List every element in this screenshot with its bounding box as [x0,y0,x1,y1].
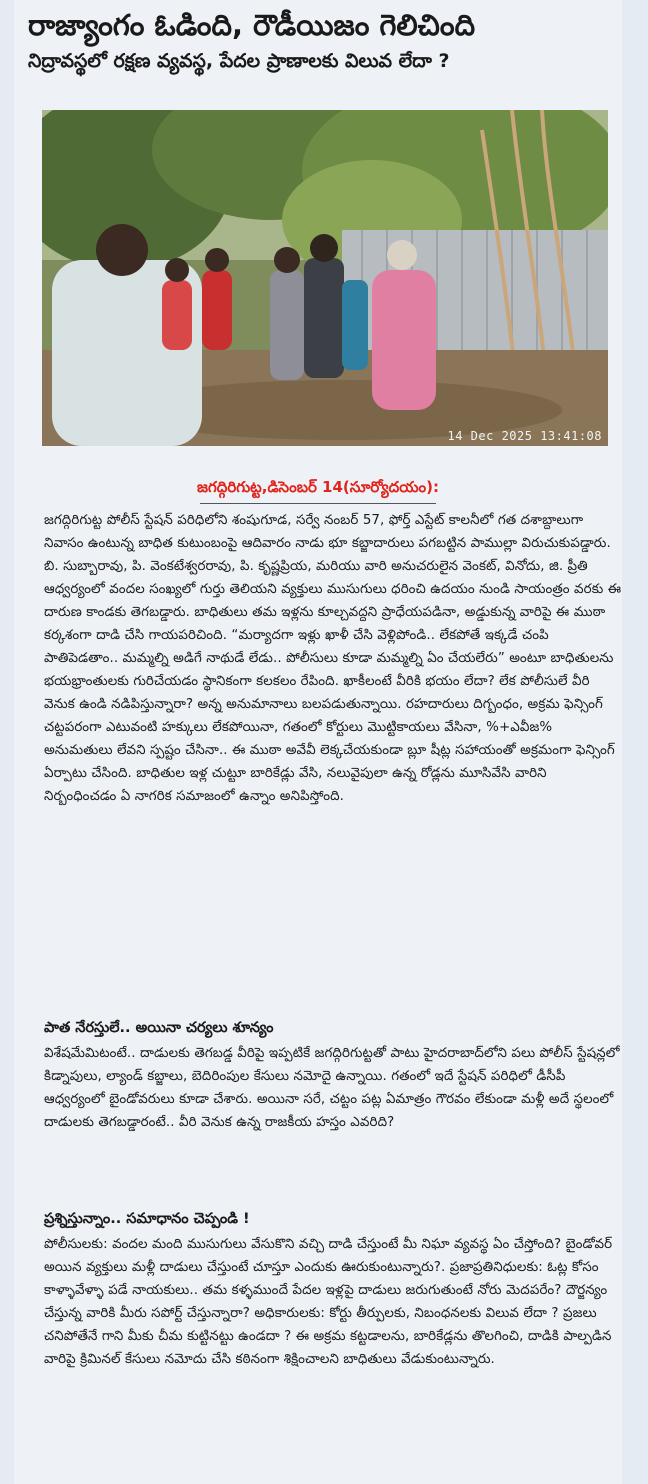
headline: రాజ్యాంగం ఓడింది, రౌడీయిజం గెలిచింది [28,8,476,42]
dateline: జగద్గిరిగుట్ట,డిసెంబర్ 14(సూర్యోదయం): [197,478,439,496]
subheadline: నిద్రావస్థలో రక్షణ వ్యవస్థ, పేదల ప్రాణాలకు విలువ లేదా ? [28,50,450,72]
photo-illustration [42,110,608,446]
photo-timestamp: 14 Dec 2025 13:41:08 [447,429,602,443]
dateline-underline [200,503,436,504]
paragraph-1: జగద్గిరిగుట్ట పోలీస్ స్టేషన్ పరిధిలోని శంషుగూడ, సర్వే నంబర్ 57, ఫోర్త్ ఎస్టేట్ కాలనీలో గత దశాబ్దాలుగా నివాసం ఉంటున్న బాధిత కుటుంబంపై ఆదివారం నాడు భూ కబ్జాదారులు పగబట్టిన పాముల్లా విరుచుకుపడ్డారు. బి. సుబ్బారావు, పి. వెంకటేశ్వరరావు, పి. కృష్ణప్రియ, మరియు వారి అనుచరులైన వెంకట్, వినోదు, జి. ప్రీతి ఆధ్వర్యంలో వందల సంఖ్యలో గుర్తు తెలియని వ్యక్తులు ముసుగులు ధరించి ఉదయం నుండి సాయంత్రం వరకు ఈ దారుణ కాండకు తెగబడ్డారు. బాధితులు తమ ఇళ్లను కూల్చవద్దని ప్రాధేయపడినా, అడ్డుకున్న వారిపై ఈ ముఠా కర్కశంగా దాడి చేసి గాయపరిచింది. “మర్యాదగా ఇళ్లు ఖాళీ చేసి వెళ్లిపోండి.. లేకపోతే ఇక్కడే చంపి పాతిపెడతాం.. మమ్మల్ని అడిగే నాథుడే లేడు.. పోలీసులు కూడా మమ్మల్ని ఏం చేయలేరు” అంటూ బాధితులను భయభ్రాంతులకు గురిచేయడం స్థానికంగా కలకలం రేపింది. ఖాకీలంటే వీరికి భయం లేదా? లేక పోలీసులే వీరి వెనుక ఉండి నడిపిస్తున్నారా? అన్న అనుమానాలు బలపడుతున్నాయి. రహదారులు దిగ్బంధం, అక్రమ ఫెన్సింగ్ చట్టపరంగా ఎటువంటి హక్కులు లేకపోయినా, గతంలో కోర్టులు మొట్టికాయలు వేసినా, %+ఎవీజ% అనుమతులు లేవని స్పష్టం చేసినా.. ఈ ముఠా అవేవీ లెక్కచేయకుండా బ్లూ షీట్ల సహాయంతో అక్రమంగా ఫెన్సింగ్ ఏర్పాటు చేసింది. బాధితుల ఇళ్ల చుట్టూ బారికేడ్లు వేసి, నలువైపులా ఉన్న రోడ్లను మూసివేసి వారిని నిర్బంధించడం ఏ నాగరిక సమాజంలో ఉన్నాం అనిపిస్తోంది. [44,513,622,804]
article-column [14,0,622,1484]
paragraph-2: విశేషమేమిటంటే.. దాడులకు తెగబడ్డ వీరిపై ఇప్పటికే జగద్గిరిగుట్టతో పాటు హైదరాబాద్‌లోని పలు పోలీస్ స్టేషన్లలో కిడ్నాపులు, ల్యాండ్ కబ్జాలు, బెదిరింపుల కేసులు నమోదై ఉన్నాయి. గతంలో ఇదే స్టేషన్ పరిధిలో డీసీపీ ఆధ్వర్యంలో బైండోవరులు కూడా చేశారు. అయినా సరే, చట్టం పట్ల ఏమాత్రం గౌరవం లేకుండా మళ్లీ అదే స్థలంలో దాడులకు తెగబడ్డారంటే.. వీరి వెనుక ఉన్న రాజకీయ హస్తం ఎవరిది? [44,1046,620,1130]
paragraph-3: పోలీసులకు: వందల మంది ముసుగులు వేసుకొని వచ్చి దాడి చేస్తుంటే మీ నిఘా వ్యవస్థ ఏం చేస్తోంది? బైండోవర్ అయిన వ్యక్తులు మళ్లీ దాడులు చేస్తుంటే చూస్తూ ఎందుకు ఊరుకుంటున్నారు?. ప్రజాప్రతినిధులకు: ఓట్ల కోసం కాళ్ళావేళ్ళా పడే నాయకులు.. తమ కళ్ళముందే పేదల ఇళ్లపై దాడులు జరుగుతుంటే నోరు మెదపరేం? దౌర్జన్యం చేస్తున్న వారికి మీరు సపోర్ట్ చేస్తున్నారా? అధికారులకు: కోర్టు తీర్పులకు, నిబంధనలకు విలువ లేదా ? ప్రజలు చనిపోతేనే గాని మీకు చీమ కుట్టినట్టు ఉండదా ? ఈ అక్రమ కట్టడాలను, బారికేడ్లను తొలగించి, దాడికి పాల్పడిన వారిపై క్రిమినల్ కేసులు నమోదు చేసి కఠినంగా శిక్షించాలని బాధితులు వేడుకుంటున్నారు. [44,1237,613,1367]
section-heading-2: ప్రశ్నిస్తున్నాం.. సమాధానం చెప్పండి ! [44,1211,250,1227]
section-heading-1: పాత నేరస్తులే.. అయినా చర్యలు శూన్యం [44,1020,274,1036]
news-photo [42,110,608,446]
